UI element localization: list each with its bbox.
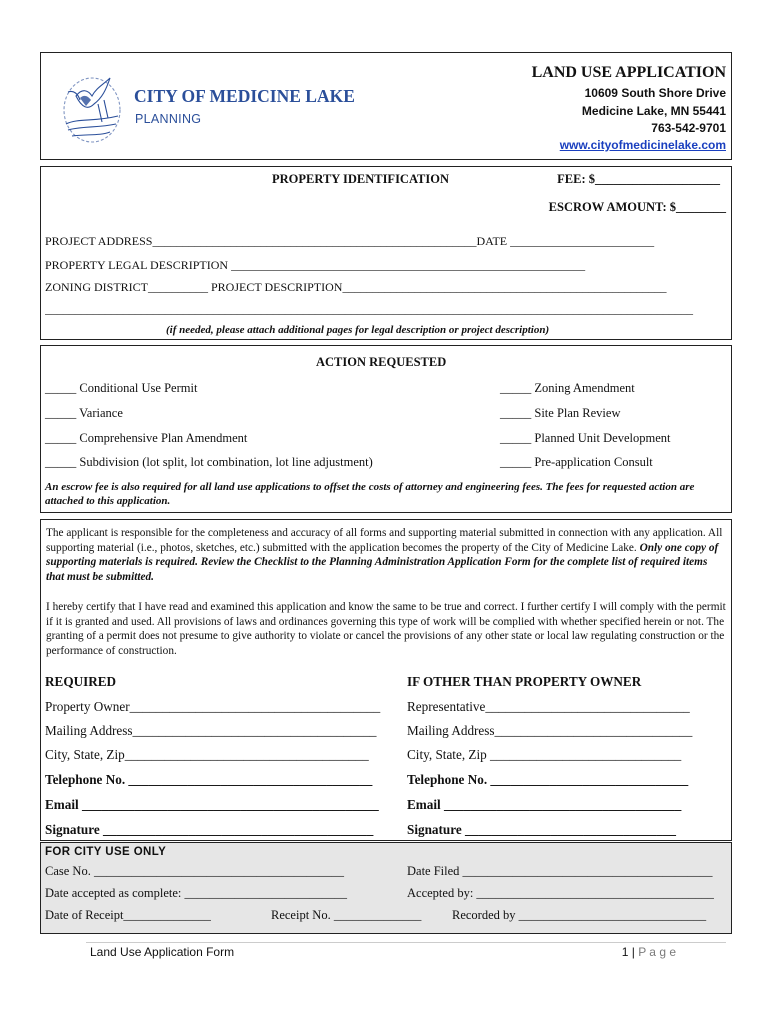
city-use-title: FOR CITY USE ONLY [45,846,167,858]
receipt-no-field[interactable]: Receipt No. ______________ [271,908,422,922]
action-item-zoning-amendment[interactable]: _____ Zoning Amendment [500,381,635,395]
action-item-site-plan[interactable]: _____ Site Plan Review [500,406,621,420]
property-owner-field[interactable]: Property Owner______________________________________ [45,699,381,714]
rep-city-state-zip-field[interactable]: City, State, Zip _____________________________ [407,747,682,762]
form-title: LAND USE APPLICATION [531,64,726,81]
address-line-1: 10609 South Shore Drive [584,86,726,100]
representative-field[interactable]: Representative_______________________________ [407,699,690,714]
fee-field[interactable]: FEE: $____________________ [557,172,720,186]
phone-number: 763-542-9701 [651,121,726,135]
action-item-pud[interactable]: _____ Planned Unit Development [500,431,671,445]
property-title: PROPERTY IDENTIFICATION [272,172,450,186]
owner-signature-field[interactable]: Signature _________________________________________ [45,822,374,837]
footer-divider [86,942,726,943]
website-link[interactable]: www.cityofmedicinelake.com [559,138,726,152]
owner-mailing-address-field[interactable]: Mailing Address_____________________________________ [45,723,377,738]
attachment-note: (if needed, please attach additional pages for legal description or project description) [166,324,550,336]
project-description-continued[interactable]: ____________________________________________________________________________________________________________ [45,302,693,316]
legal-description-field[interactable]: PROPERTY LEGAL DESCRIPTION ___________________________________________________________ [45,258,586,272]
action-item-preapp[interactable]: _____ Pre-application Consult [500,455,653,469]
action-item-subdivision[interactable]: _____ Subdivision (lot split, lot combination, lot line adjustment) [45,455,373,469]
page-number: 1 [621,945,629,959]
other-owner-heading: IF OTHER THAN PROPERTY OWNER [407,674,642,689]
recorded-by-field[interactable]: Recorded by ______________________________ [452,908,707,922]
date-accepted-field[interactable]: Date accepted as complete: __________________________ [45,886,348,900]
address-line-2: Medicine Lake, MN 55441 [581,104,726,118]
dept-name: PLANNING [135,112,202,126]
footer-form-name: Land Use Application Form [90,945,235,959]
owner-city-state-zip-field[interactable]: City, State, Zip_____________________________________ [45,747,369,762]
page-word: P a g e [638,945,676,959]
rep-telephone-field[interactable]: Telephone No. ______________________________ [407,772,689,787]
accepted-by-field[interactable]: Accepted by: ______________________________________ [407,886,714,900]
owner-telephone-field[interactable]: Telephone No. _____________________________________ [45,772,373,787]
rep-signature-field[interactable]: Signature ________________________________ [407,822,677,837]
rep-email-field[interactable]: Email ____________________________________ [407,797,682,812]
project-address-field[interactable]: PROJECT ADDRESS______________________________________________________DATE ________________________ [45,234,655,248]
page-separator: | [628,945,639,959]
footer-page-indicator [622,945,676,959]
escrow-note: An escrow fee is also required for all land use applications to offset the costs of attorney and engineering fees. The fees for requested action are attached to this application. [45,481,695,507]
terms-paragraph-1 [46,526,726,584]
city-logo-icon [58,66,130,150]
terms-paragraph-1-emphasis: Only one copy of supporting materials is required. Review the Checklist to the Planning Administration Application Form for the complete list of required items that must be submitted. [46,541,719,583]
owner-email-field[interactable]: Email _____________________________________________ [45,797,379,812]
rep-mailing-address-field[interactable]: Mailing Address______________________________ [407,723,693,738]
action-item-variance[interactable]: _____ Variance [45,406,123,420]
required-heading: REQUIRED [45,674,117,689]
date-of-receipt-field[interactable]: Date of Receipt______________ [45,908,211,922]
zoning-district-field[interactable]: ZONING DISTRICT__________ PROJECT DESCRIPTION______________________________________________________ [45,280,667,294]
escrow-field[interactable]: ESCROW AMOUNT: $________ [548,200,726,214]
terms-paragraph-2: I hereby certify that I have read and examined this application and know the same to be true and correct. I further certify I will comply with the permit if it is granted and used. All provisions of laws and ordinances governing this type of work will be complied with whether specified herein or not. The granting of a permit does not presume to give authority to violate or cancel the provisions of any other state or local law regulating construction or the performance of construction. [46,601,726,657]
terms-paragraph-1-text: The applicant is responsible for the completeness and accuracy of all forms and supporting material submitted in connection with any application. All supporting material (i.e., photos, sketches, etc.) submitted with the application becomes the property of the City of Medicine Lake. [46,527,723,554]
action-title: ACTION REQUESTED [316,355,447,369]
action-item-conditional-use[interactable]: _____ Conditional Use Permit [45,381,198,395]
case-no-field[interactable]: Case No. ________________________________________ [45,864,344,878]
action-item-comp-plan[interactable]: _____ Comprehensive Plan Amendment [45,431,248,445]
date-filed-field[interactable]: Date Filed ________________________________________ [407,864,713,878]
org-name: CITY OF MEDICINE LAKE [134,86,355,106]
